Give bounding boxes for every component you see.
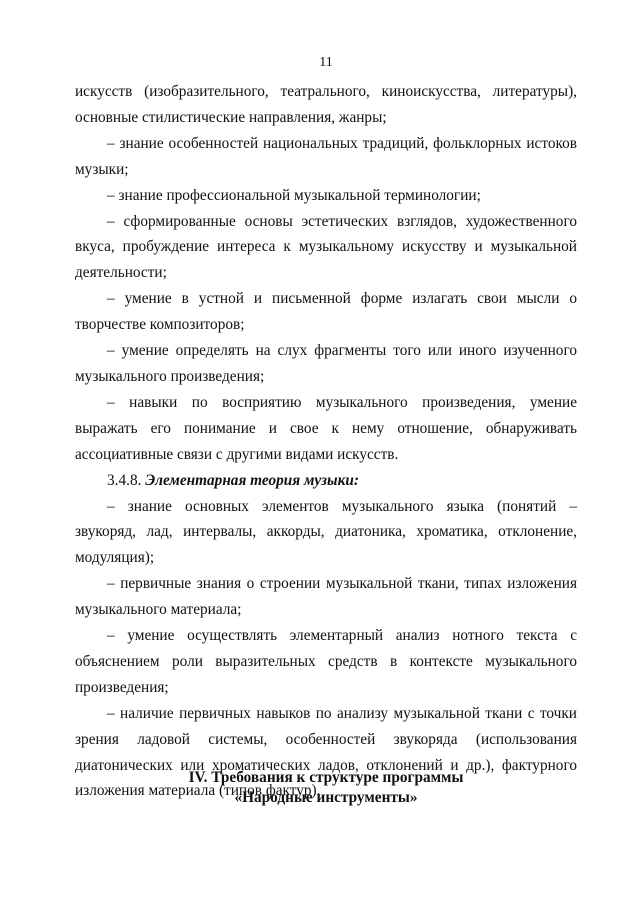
- list-item: – умение определять на слух фрагменты того или иного изученного музыкального произведения;: [75, 342, 577, 385]
- section-heading-line2: «Народные инструменты»: [234, 789, 418, 806]
- document-page: [75, 0, 577, 905]
- document-body: [75, 79, 577, 804]
- section-heading: [75, 768, 577, 808]
- subsection-number: 3.4.8.: [107, 471, 142, 489]
- list-item: – знание особенностей национальных традиций, фольклорных истоков музыки;: [75, 134, 577, 178]
- list-item: – знание основных элементов музыкального языка (понятий – звукоряд, лад, интервалы, аккорды, диатоника, хроматика, отклонение, модуляция);: [75, 497, 577, 567]
- subsection-title: Элементарная теория музыки:: [145, 471, 359, 489]
- list-item: – наличие первичных навыков по анализу музыкальной ткани с точки зрения ладовой системы, особенностей звукоряда (использования диатонических или хроматических ладов, отклонений и др.), фактурного изложения материала (типов фактур).: [75, 704, 577, 800]
- paragraph-continuation: искусств (изобразительного, театрального, киноискусства, литературы), основные стилистические направления, жанры;: [75, 83, 577, 126]
- page-number: 11: [319, 55, 333, 70]
- list-item: – умение осуществлять элементарный анализ нотного текста с объяснением роли выразительных средств в контексте музыкального произведения;: [75, 627, 577, 696]
- list-item: – сформированные основы эстетических взглядов, художественного вкуса, пробуждение интереса к музыкальному искусству и музыкальной деятельности;: [75, 212, 577, 282]
- subsection-heading: [75, 468, 577, 494]
- list-item: – знание профессиональной музыкальной терминологии;: [107, 186, 481, 204]
- section-heading-line1: IV. Требования к структуре программы: [188, 769, 464, 786]
- list-item: – навыки по восприятию музыкального произведения, умение выражать его понимание и свое к нему отношение, обнаруживать ассоциативные связи с другими видами искусств.: [75, 393, 577, 463]
- list-item: – умение в устной и письменной форме излагать свои мысли о творчестве композиторов;: [75, 290, 577, 334]
- list-item: – первичные знания о строении музыкальной ткани, типах изложения музыкального материала;: [75, 575, 577, 619]
